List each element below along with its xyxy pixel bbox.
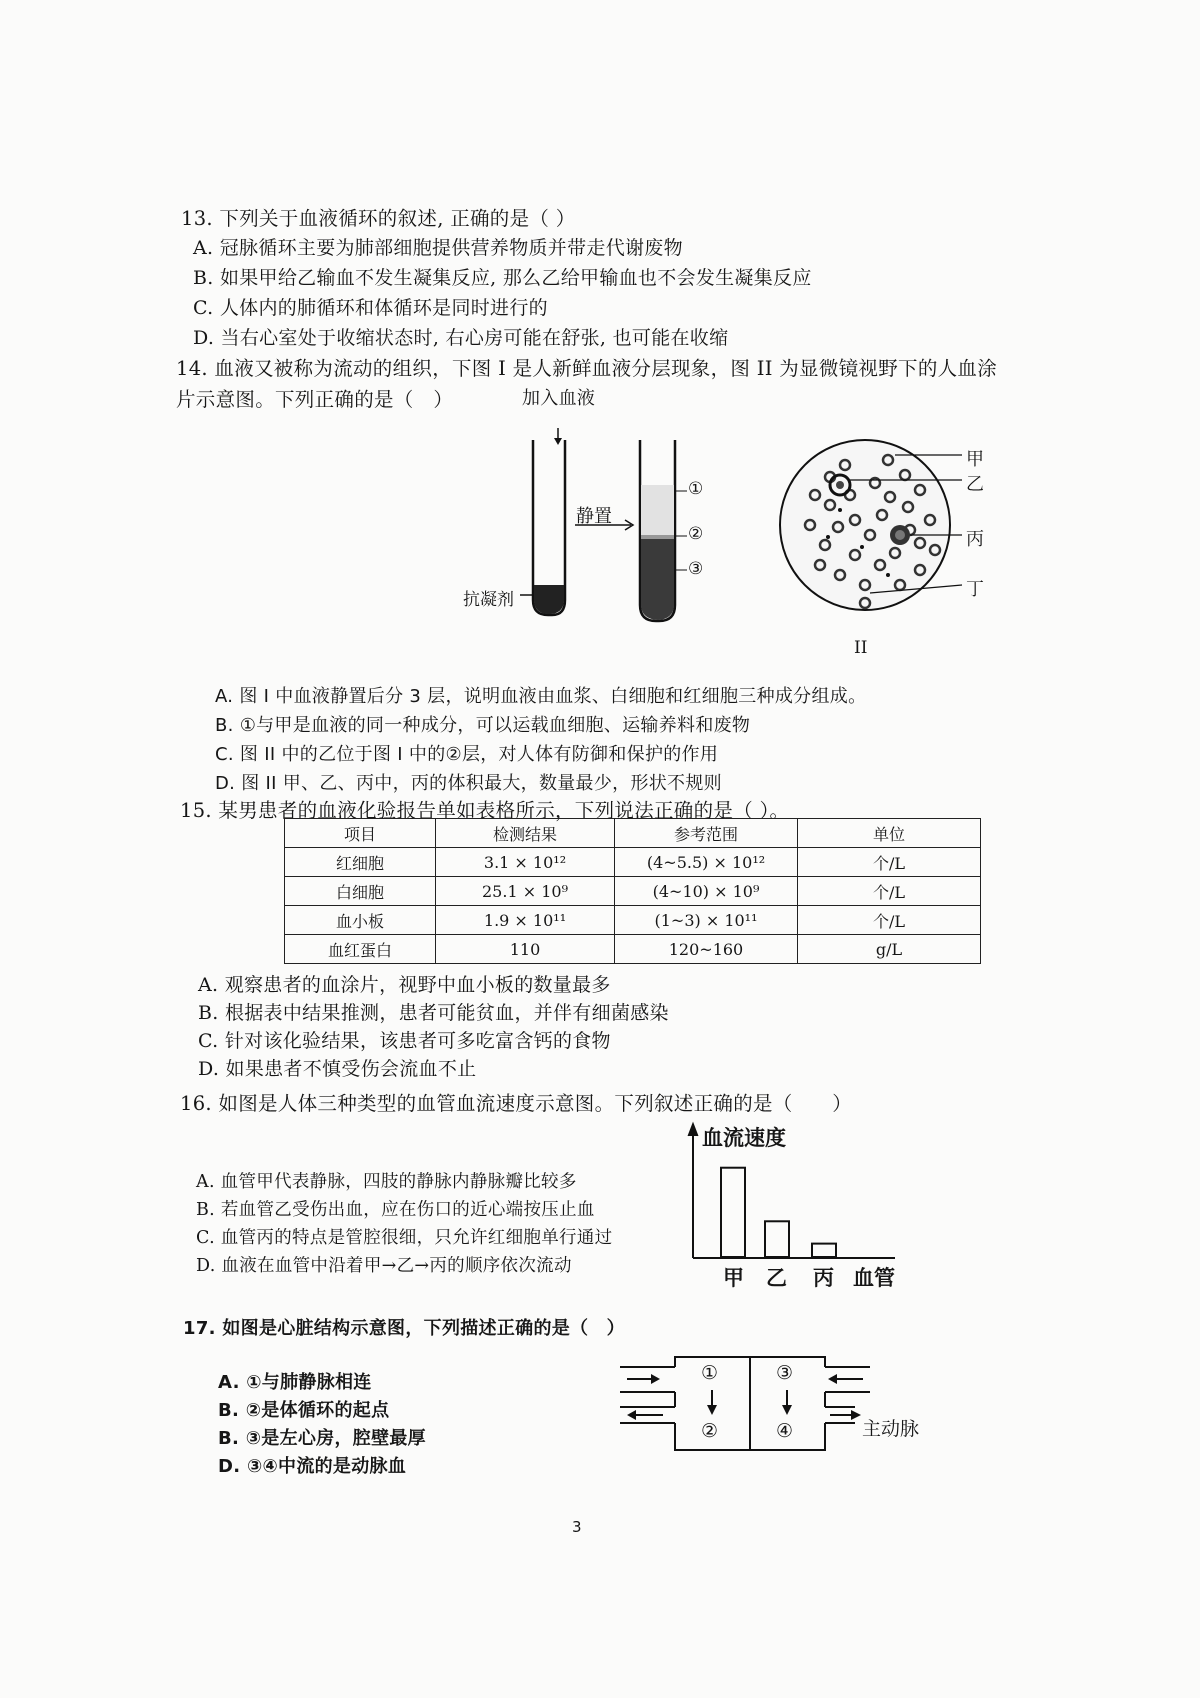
q16-option-c: C. 血管丙的特点是管腔很细，只允许红细胞单行通过 bbox=[196, 1228, 613, 1248]
table-cell: g/L bbox=[798, 935, 981, 964]
table-row bbox=[285, 906, 981, 935]
cell-label-yi: 乙 bbox=[966, 474, 984, 495]
cell-label-ding: 丁 bbox=[966, 579, 984, 600]
blood-smear-figure bbox=[770, 425, 985, 635]
q14-option-d: D. 图 II 甲、乙、丙中，丙的体积最大，数量最少，形状不规则 bbox=[215, 773, 722, 794]
q17-option-d: D. ③④中流的是动脉血 bbox=[218, 1456, 407, 1477]
heart-structure-diagram bbox=[615, 1355, 875, 1460]
chart-bar-丙 bbox=[812, 1244, 836, 1257]
table-cell: 白细胞 bbox=[285, 877, 436, 906]
cell-label-bing: 丙 bbox=[966, 529, 984, 550]
chamber-1-marker: ① bbox=[701, 1362, 719, 1384]
table-cell: 血小板 bbox=[285, 906, 436, 935]
chart-x-tick: 乙 bbox=[766, 1266, 787, 1290]
q17-stem: 17. 如图是心脏结构示意图，下列描述正确的是（ ） bbox=[183, 1318, 625, 1339]
q16-option-d: D. 血液在血管中沿着甲→乙→丙的顺序依次流动 bbox=[196, 1256, 572, 1276]
blood-test-table bbox=[284, 818, 981, 964]
q16-stem: 16. 如图是人体三种类型的血管血流速度示意图。下列叙述正确的是（ ） bbox=[180, 1092, 853, 1115]
q14-option-a: A. 图 I 中血液静置后分 3 层，说明血液由血浆、白细胞和红细胞三种成分组成。 bbox=[215, 686, 867, 707]
chamber-2-marker: ② bbox=[701, 1420, 719, 1442]
table-cell: 红细胞 bbox=[285, 848, 436, 877]
q15-option-b: B. 根据表中结果推测，患者可能贫血，并伴有细菌感染 bbox=[198, 1002, 669, 1024]
table-cell: 120~160 bbox=[615, 935, 798, 964]
q13-option-b: B. 如果甲给乙输血不发生凝集反应, 那么乙给甲输血也不会发生凝集反应 bbox=[193, 267, 812, 289]
table-cell: 个/L bbox=[798, 848, 981, 877]
table-row bbox=[285, 935, 981, 964]
q13-option-a: A. 冠脉循环主要为肺部细胞提供营养物质并带走代谢废物 bbox=[193, 237, 683, 259]
q15-option-a: A. 观察患者的血涂片，视野中血小板的数量最多 bbox=[198, 974, 611, 996]
q14-stem-line2: 片示意图。下列正确的是（ ） bbox=[176, 388, 454, 411]
table-header: 检测结果 bbox=[436, 819, 615, 848]
y-axis-arrow bbox=[688, 1123, 698, 1136]
table-cell: 25.1 × 10⁹ bbox=[436, 877, 615, 906]
figure-ii-label: II bbox=[854, 638, 868, 658]
q15-option-d: D. 如果患者不慎受伤会流血不止 bbox=[198, 1058, 477, 1080]
chart-x-tick: 甲 bbox=[723, 1266, 744, 1290]
q15-option-c: C. 针对该化验结果，该患者可多吃富含钙的食物 bbox=[198, 1030, 611, 1052]
anticoagulant-label: 抗凝剂 bbox=[463, 590, 514, 610]
q17-option-a: A. ①与肺静脉相连 bbox=[218, 1372, 372, 1393]
table-cell: (1~3) × 10¹¹ bbox=[615, 906, 798, 935]
chart-y-label: 血流速度 bbox=[702, 1126, 786, 1150]
q14-stem-line1: 14. 血液又被称为流动的组织，下图 I 是人新鲜血液分层现象，图 II 为显微镜视野下的人血涂 bbox=[176, 357, 998, 380]
chamber-4-marker: ④ bbox=[776, 1420, 794, 1442]
layer-3-marker: ③ bbox=[688, 559, 704, 579]
table-header: 参考范围 bbox=[615, 819, 798, 848]
layer-2-marker: ② bbox=[688, 524, 704, 544]
table-header-row bbox=[285, 819, 981, 848]
cell-label-jia: 甲 bbox=[966, 449, 984, 470]
table-header: 项目 bbox=[285, 819, 436, 848]
chart-x-tick: 丙 bbox=[813, 1266, 834, 1290]
chart-bar-乙 bbox=[765, 1221, 789, 1257]
page-number: 3 bbox=[572, 1518, 582, 1536]
table-cell: (4~5.5) × 10¹² bbox=[615, 848, 798, 877]
q14-option-c: C. 图 II 中的乙位于图 I 中的②层，对人体有防御和保护的作用 bbox=[215, 744, 719, 765]
aorta-label: 主动脉 bbox=[862, 1418, 920, 1440]
add-blood-label: 加入血液 bbox=[522, 388, 596, 409]
table-row bbox=[285, 848, 981, 877]
chart-x-label: 血管 bbox=[853, 1266, 895, 1290]
q13-stem: 13. 下列关于血液循环的叙述, 正确的是（ ） bbox=[181, 207, 576, 230]
q15-stem: 15. 某男患者的血液化验报告单如表格所示，下列说法正确的是（ ）。 bbox=[180, 799, 790, 822]
q17-option-c: B. ③是左心房，腔壁最厚 bbox=[218, 1428, 426, 1449]
table-cell: (4~10) × 10⁹ bbox=[615, 877, 798, 906]
chamber-3-marker: ③ bbox=[776, 1362, 794, 1384]
table-cell: 1.9 × 10¹¹ bbox=[436, 906, 615, 935]
q16-option-a: A. 血管甲代表静脉，四肢的静脉内静脉瓣比较多 bbox=[196, 1172, 577, 1192]
table-header: 单位 bbox=[798, 819, 981, 848]
settle-label: 静置 bbox=[576, 506, 612, 527]
table-cell: 血红蛋白 bbox=[285, 935, 436, 964]
table-row bbox=[285, 877, 981, 906]
layer-1-marker: ① bbox=[688, 479, 704, 499]
q16-option-b: B. 若血管乙受伤出血，应在伤口的近心端按压止血 bbox=[196, 1200, 595, 1220]
table-cell: 个/L bbox=[798, 906, 981, 935]
q13-option-d: D. 当右心室处于收缩状态时, 右心房可能在舒张, 也可能在收缩 bbox=[193, 327, 729, 349]
table-cell: 3.1 × 10¹² bbox=[436, 848, 615, 877]
q13-option-c: C. 人体内的肺循环和体循环是同时进行的 bbox=[193, 297, 548, 319]
q17-option-b: B. ②是体循环的起点 bbox=[218, 1400, 390, 1421]
q14-option-b: B. ①与甲是血液的同一种成分，可以运载血细胞、运输养料和废物 bbox=[215, 715, 751, 736]
table-cell: 110 bbox=[436, 935, 615, 964]
chart-bar-甲 bbox=[721, 1168, 745, 1257]
table-cell: 个/L bbox=[798, 877, 981, 906]
